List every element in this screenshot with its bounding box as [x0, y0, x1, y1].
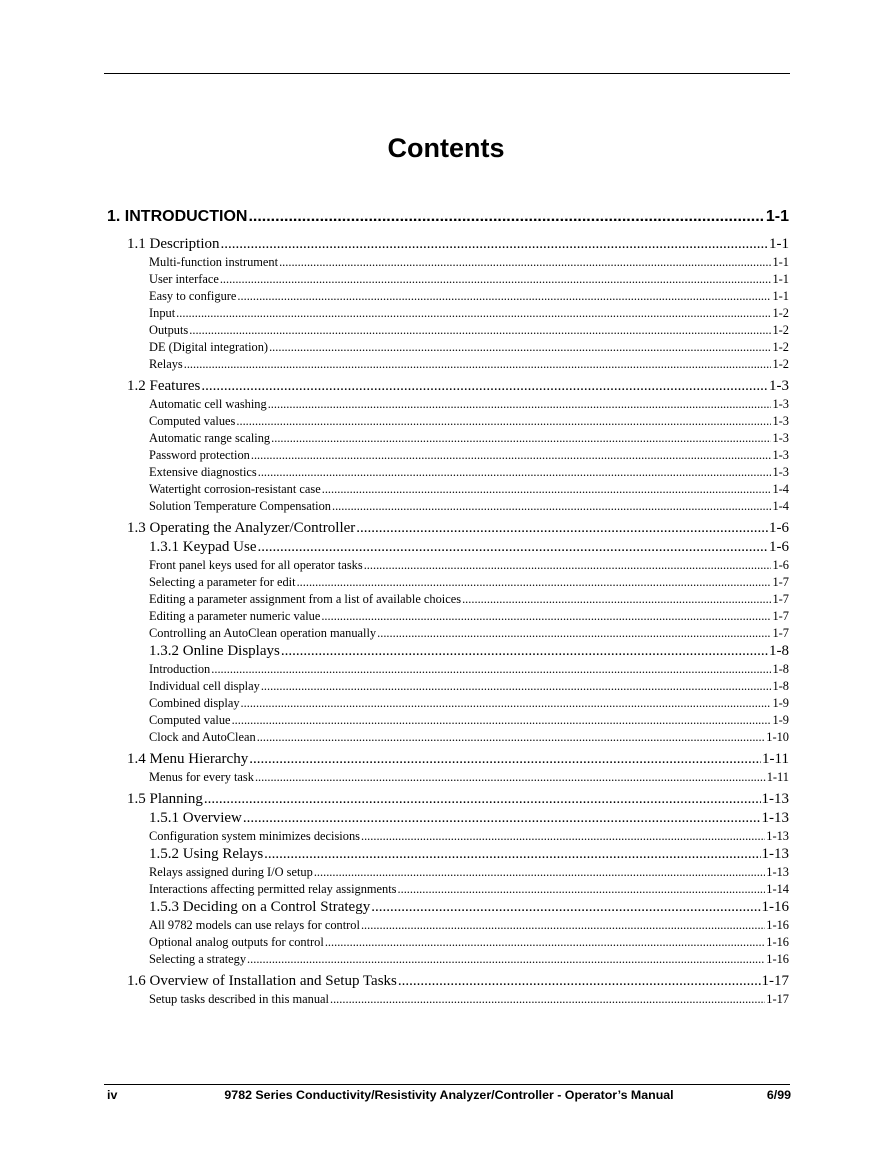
toc-leader-dots	[247, 952, 765, 967]
toc-entry[interactable]	[149, 882, 789, 899]
toc-entry-title: Watertight corrosion-resistant case	[149, 482, 321, 496]
toc-entry[interactable]	[149, 679, 789, 696]
toc-entry-title: Multi-function instrument	[149, 255, 279, 269]
toc-leader-dots	[241, 696, 772, 711]
toc-entry-title: Individual cell display	[149, 679, 260, 693]
toc-leader-dots	[268, 397, 772, 412]
toc-leader-dots	[189, 323, 771, 338]
toc-entry-page: 1-8	[769, 643, 789, 659]
toc-leader-dots	[236, 414, 771, 429]
toc-entry-page: 1-16	[766, 935, 789, 949]
toc-entry[interactable]	[149, 592, 789, 609]
toc-entry[interactable]	[149, 414, 789, 431]
toc-leader-dots	[243, 810, 761, 827]
toc-entry-page: 1-16	[766, 918, 789, 932]
toc-entry-page: 1-1	[765, 208, 789, 225]
toc-entry-page: 1-2	[772, 357, 789, 371]
toc-entry[interactable]	[127, 236, 789, 255]
toc-entry-page: 1-8	[772, 662, 789, 676]
toc-entry-title: DE (Digital integration)	[149, 340, 269, 354]
toc-entry-title: Optional analog outputs for control	[149, 935, 324, 949]
toc-entry-page: 1-3	[772, 448, 789, 462]
toc-entry-page: 1-7	[772, 575, 789, 589]
toc-entry[interactable]	[149, 696, 789, 713]
toc-entry-title: 1.2 Features	[127, 378, 201, 394]
toc-entry[interactable]	[149, 643, 789, 662]
toc-entry-page: 1-13	[761, 810, 789, 826]
toc-entry-page: 1-13	[766, 865, 789, 879]
toc-entry-title: Computed value	[149, 713, 231, 727]
toc-leader-dots	[321, 609, 771, 624]
toc-entry-page: 1-1	[772, 272, 789, 286]
toc-entry[interactable]	[127, 791, 789, 810]
toc-leader-dots	[279, 255, 771, 270]
toc-leader-dots	[332, 499, 771, 514]
toc-entry-page: 1-13	[766, 829, 789, 843]
toc-entry-page: 1-11	[762, 751, 789, 767]
toc-entry[interactable]	[149, 431, 789, 448]
toc-entry-page: 1-7	[772, 609, 789, 623]
toc-entry-page: 1-8	[772, 679, 789, 693]
toc-entry[interactable]	[149, 397, 789, 414]
footer-page-number: iv	[107, 1088, 118, 1102]
toc-entry[interactable]	[149, 952, 789, 969]
toc-leader-dots	[257, 539, 768, 556]
toc-leader-dots	[176, 306, 771, 321]
toc-leader-dots	[211, 662, 771, 677]
toc-entry-title: Outputs	[149, 323, 189, 337]
toc-entry[interactable]	[149, 558, 789, 575]
toc-leader-dots	[184, 357, 772, 372]
toc-entry-page: 1-16	[761, 899, 789, 915]
toc-entry-page: 1-13	[761, 791, 789, 807]
toc-entry-page: 1-1	[769, 236, 789, 252]
page-title: Contents	[387, 133, 505, 163]
toc-entry-title: Input	[149, 306, 176, 320]
toc-entry-title: 1. INTRODUCTION	[107, 208, 248, 225]
toc-entry-title: 1.5.3 Deciding on a Control Strategy	[149, 899, 371, 915]
toc-leader-dots	[248, 208, 764, 226]
toc-entry-title: 1.5 Planning	[127, 791, 203, 807]
toc-entry-page: 1-17	[766, 992, 789, 1006]
toc-leader-dots	[251, 448, 772, 463]
toc-leader-dots	[361, 829, 765, 844]
toc-entry-page: 1-9	[772, 713, 789, 727]
toc-entry-page: 1-6	[772, 558, 789, 572]
toc-entry-title: 1.5.1 Overview	[149, 810, 242, 826]
toc-entry-page: 1-11	[766, 770, 789, 784]
toc-entry[interactable]	[149, 846, 789, 865]
toc-leader-dots	[398, 973, 761, 990]
toc-entry[interactable]	[149, 272, 789, 289]
toc-entry-title: 1.6 Overview of Installation and Setup Tasks	[127, 973, 397, 989]
toc-entry-page: 1-7	[772, 592, 789, 606]
toc-entry[interactable]	[149, 713, 789, 730]
toc-leader-dots	[255, 770, 766, 785]
toc-entry-page: 1-3	[772, 431, 789, 445]
toc-leader-dots	[220, 236, 768, 253]
toc-leader-dots	[220, 272, 772, 287]
toc-entry-page: 1-2	[772, 340, 789, 354]
toc-leader-dots	[264, 846, 760, 863]
toc-entry[interactable]	[149, 730, 789, 747]
toc-entry[interactable]	[149, 448, 789, 465]
toc-entry-title: 1.4 Menu Hierarchy	[127, 751, 249, 767]
toc-entry-title: Selecting a strategy	[149, 952, 247, 966]
toc-entry-title: Controlling an AutoClean operation manually	[149, 626, 377, 640]
toc-leader-dots	[314, 865, 765, 880]
toc-entry-title: Automatic cell washing	[149, 397, 267, 411]
toc-entry-page: 1-16	[766, 952, 789, 966]
toc-leader-dots	[462, 592, 771, 607]
toc-entry-page: 1-1	[772, 255, 789, 269]
toc-entry[interactable]	[149, 626, 789, 643]
toc-leader-dots	[271, 431, 771, 446]
toc-entry[interactable]	[149, 609, 789, 626]
toc-entry[interactable]	[127, 751, 789, 770]
toc-entry[interactable]	[149, 340, 789, 357]
toc-entry[interactable]	[149, 255, 789, 272]
toc-leader-dots	[237, 289, 771, 304]
toc-entry[interactable]	[149, 539, 789, 558]
toc-entry[interactable]	[149, 810, 789, 829]
toc-entry-title: Solution Temperature Compensation	[149, 499, 331, 513]
toc-entry-page: 1-10	[766, 730, 789, 744]
toc-entry-title: Editing a parameter numeric value	[149, 609, 321, 623]
toc-entry[interactable]	[149, 575, 789, 592]
toc-entry[interactable]	[127, 378, 789, 397]
toc-entry-title: Combined display	[149, 696, 240, 710]
toc-entry[interactable]	[127, 520, 789, 539]
toc-entry[interactable]	[149, 323, 789, 340]
toc-entry-page: 1-13	[761, 846, 789, 862]
toc-entry[interactable]	[149, 289, 789, 306]
toc-entry-title: Relays assigned during I/O setup	[149, 865, 313, 879]
toc-leader-dots	[322, 482, 772, 497]
toc-entry[interactable]	[107, 208, 789, 232]
toc-leader-dots	[232, 713, 772, 728]
toc-entry[interactable]	[127, 973, 789, 992]
toc-leader-dots	[361, 918, 765, 933]
toc-entry-title: Interactions affecting permitted relay assignments	[149, 882, 397, 896]
toc-entry-title: Password protection	[149, 448, 250, 462]
toc-entry[interactable]	[149, 918, 789, 935]
toc-entry-title: Configuration system minimizes decisions	[149, 829, 360, 843]
toc-entry-title: Selecting a parameter for edit	[149, 575, 296, 589]
toc-entry-title: Menus for every task	[149, 770, 254, 784]
toc-leader-dots	[204, 791, 761, 808]
toc-entry[interactable]	[149, 357, 789, 374]
toc-entry-page: 1-4	[772, 482, 789, 496]
footer-document-title: 9782 Series Conductivity/Resistivity Analyzer/Controller - Operator’s Manual	[224, 1088, 674, 1102]
toc-entry-title: Setup tasks described in this manual	[149, 992, 329, 1006]
page-footer	[107, 1088, 791, 1106]
toc-entry-title: Easy to configure	[149, 289, 237, 303]
toc-leader-dots	[398, 882, 766, 897]
toc-entry-page: 1-2	[772, 306, 789, 320]
toc-leader-dots	[325, 935, 765, 950]
toc-entry-title: 1.1 Description	[127, 236, 220, 252]
toc-entry-title: Automatic range scaling	[149, 431, 271, 445]
toc-leader-dots	[356, 520, 768, 537]
toc-entry-title: Extensive diagnostics	[149, 465, 257, 479]
toc-entry-page: 1-4	[772, 499, 789, 513]
toc-entry[interactable]	[149, 992, 789, 1009]
toc-leader-dots	[371, 899, 760, 916]
toc-entry-page: 1-17	[761, 973, 789, 989]
toc-leader-dots	[261, 679, 772, 694]
toc-leader-dots	[377, 626, 771, 641]
toc-entry-page: 1-3	[769, 378, 789, 394]
footer-rule	[104, 1084, 790, 1085]
toc-entry-title: Computed values	[149, 414, 236, 428]
toc-entry-page: 1-6	[769, 520, 789, 536]
toc-entry-page: 1-3	[772, 397, 789, 411]
toc-entry-page: 1-7	[772, 626, 789, 640]
toc-entry-page: 1-1	[772, 289, 789, 303]
toc-entry-title: Introduction	[149, 662, 211, 676]
toc-entry[interactable]	[149, 499, 789, 516]
toc-entry-title: Clock and AutoClean	[149, 730, 256, 744]
toc-entry[interactable]	[149, 829, 789, 846]
toc-entry-title: Relays	[149, 357, 183, 371]
toc-entry-title: Front panel keys used for all operator tasks	[149, 558, 363, 572]
toc-entry-title: 1.3.2 Online Displays	[149, 643, 280, 659]
toc-entry[interactable]	[149, 482, 789, 499]
toc-leader-dots	[281, 643, 768, 660]
toc-leader-dots	[258, 465, 772, 480]
toc-entry[interactable]	[149, 465, 789, 482]
toc-entry[interactable]	[149, 899, 789, 918]
toc-entry-title: 1.5.2 Using Relays	[149, 846, 264, 862]
toc-entry-title: All 9782 models can use relays for control	[149, 918, 360, 932]
toc-leader-dots	[249, 751, 761, 768]
toc-entry-title: Editing a parameter assignment from a list of available choices	[149, 592, 462, 606]
top-rule	[104, 73, 790, 74]
toc-entry-page: 1-3	[772, 465, 789, 479]
toc-leader-dots	[201, 378, 768, 395]
toc-entry[interactable]	[149, 935, 789, 952]
toc-entry[interactable]	[149, 306, 789, 323]
toc-leader-dots	[269, 340, 771, 355]
toc-leader-dots	[257, 730, 766, 745]
toc-entry[interactable]	[149, 865, 789, 882]
toc-leader-dots	[297, 575, 772, 590]
toc-entry-title: 1.3 Operating the Analyzer/Controller	[127, 520, 356, 536]
footer-date: 6/99	[766, 1088, 791, 1102]
toc-entry-page: 1-9	[772, 696, 789, 710]
toc-entry-title: 1.3.1 Keypad Use	[149, 539, 257, 555]
toc-entry-page: 1-3	[772, 414, 789, 428]
toc-leader-dots	[330, 992, 765, 1007]
toc-entry-page: 1-2	[772, 323, 789, 337]
toc-entry-page: 1-14	[766, 882, 789, 896]
toc-leader-dots	[364, 558, 772, 573]
toc-entry-page: 1-6	[769, 539, 789, 555]
toc-entry[interactable]	[149, 770, 789, 787]
toc-entry[interactable]	[149, 662, 789, 679]
toc-entry-title: User interface	[149, 272, 219, 286]
